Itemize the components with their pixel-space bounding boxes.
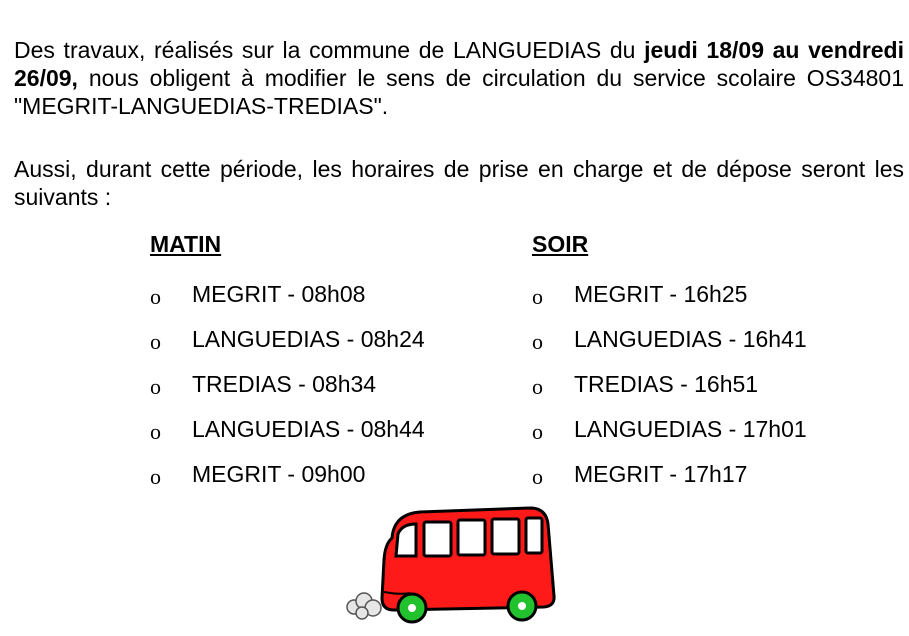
schedule-item: [532, 415, 807, 460]
schedule-item: [150, 325, 425, 370]
intro-dates: jeudi 18/09 au vendredi 26/09,: [14, 37, 904, 91]
stop-label: LANGUEDIAS - 08h24: [192, 326, 425, 352]
stop-label: LANGUEDIAS - 17h01: [574, 416, 807, 442]
exhaust-smoke-icon: [347, 593, 381, 619]
stop-label: MEGRIT - 16h25: [574, 281, 748, 307]
evening-title: SOIR: [532, 231, 589, 257]
schedule-item: [532, 370, 807, 415]
intro-paragraph-2: Aussi, durant cette période, les horaires de prise en charge et de dépose seront les suivants :: [14, 156, 904, 210]
stop-label: MEGRIT - 09h00: [192, 461, 366, 487]
bullet-icon: o: [532, 374, 543, 399]
bus-illustration: [340, 500, 580, 630]
intro-text-a: Des travaux, réalisés sur la commune de LANGUEDIAS du: [14, 37, 645, 63]
bullet-icon: o: [532, 329, 543, 354]
schedule-item: [150, 370, 425, 415]
stop-label: LANGUEDIAS - 16h41: [574, 326, 807, 352]
bullet-icon: o: [150, 329, 161, 354]
bullet-icon: o: [150, 419, 161, 444]
stop-label: TREDIAS - 08h34: [192, 371, 377, 397]
bullet-icon: o: [532, 464, 543, 489]
schedule-item: [532, 460, 807, 505]
schedule-item: [532, 280, 807, 325]
bullet-icon: o: [532, 284, 543, 309]
morning-title: MATIN: [150, 231, 222, 257]
schedule-item: [150, 280, 425, 325]
bullet-icon: o: [150, 464, 161, 489]
schedule-item: [150, 415, 425, 460]
schedule-item: [150, 460, 425, 505]
bullet-icon: o: [150, 374, 161, 399]
bullet-icon: o: [532, 419, 543, 444]
intro-paragraph-1: [14, 36, 904, 120]
evening-schedule: [532, 230, 807, 505]
stop-label: TREDIAS - 16h51: [574, 371, 759, 397]
bus-icon: [340, 500, 580, 630]
stop-label: LANGUEDIAS - 08h44: [192, 416, 425, 442]
schedule-item: [532, 325, 807, 370]
morning-schedule: [150, 230, 425, 505]
stop-label: MEGRIT - 17h17: [574, 461, 748, 487]
bullet-icon: o: [150, 284, 161, 309]
intro-text-b: nous obligent à modifier le sens de circulation du service scolaire OS34801 "MEGRIT-LANGUEDIAS-TREDIAS".: [14, 65, 904, 119]
stop-label: MEGRIT - 08h08: [192, 281, 366, 307]
